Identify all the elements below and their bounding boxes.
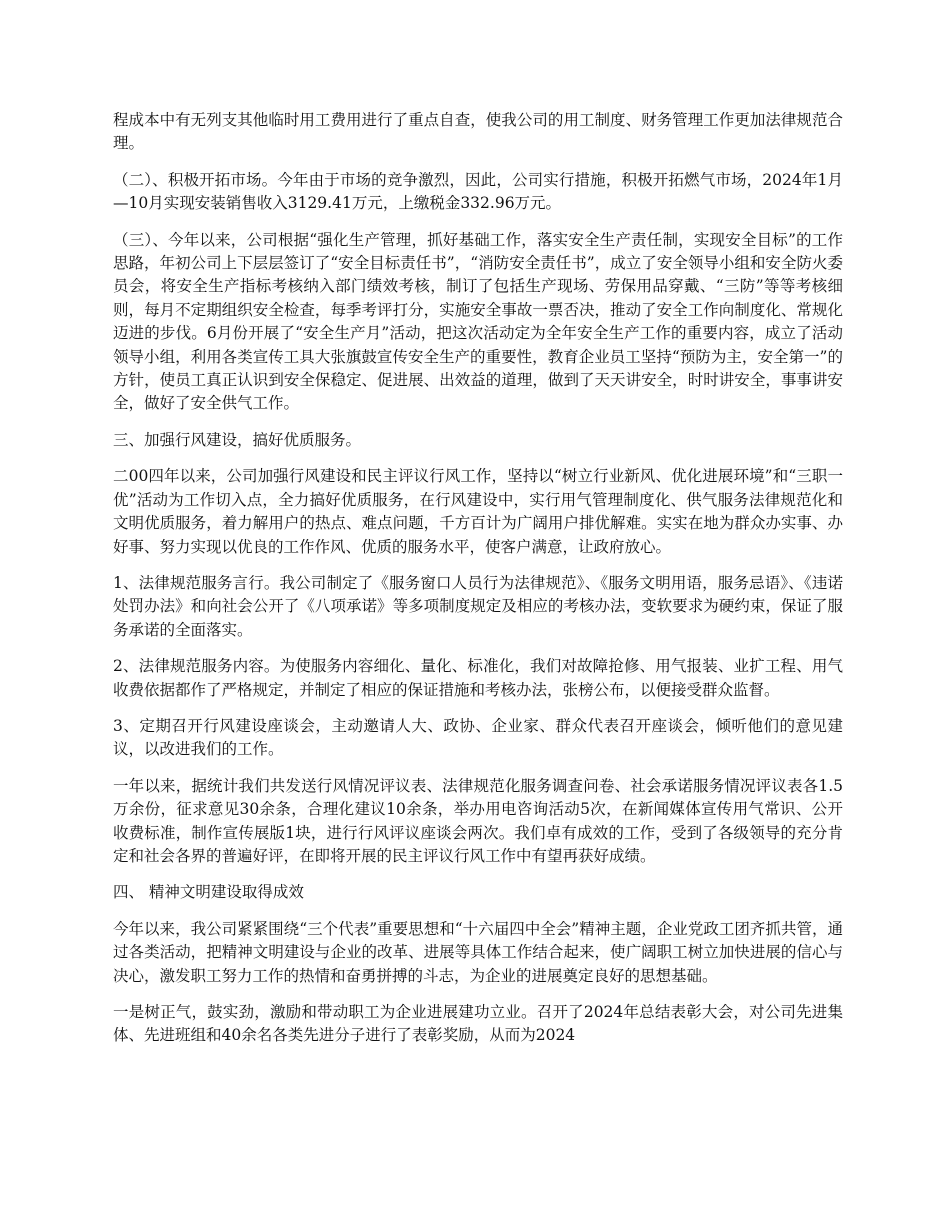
paragraph-civilization-overview: 今年以来，我公司紧紧围绕“三个代表”重要思想和“十六届四中全会”精神主题，企业党政工团齐抓共管，通过各类活动，把精神文明建设与企业的改革、进展等具体工作结合起来，使广阔职工树立加快进展的信心与决心，激发职工努力工作的热情和奋勇拼搏的斗志，为企业的进展奠定良好的思想基础。: [113, 919, 843, 985]
paragraph-service-overview: 二00四年以来，公司加强行风建设和民主评议行风工作，坚持以“树立行业新风、优化进展环境”和“三职一优”活动为工作切入点，全力搞好优质服务，在行风建设中，实行用气管理制度化、供气服务法律规范化和文明优质服务，着力解用户的热点、难点问题，千方百计为广阔用户排优解难。实实在地为群众办实事、办好事、努力实现以优良的工作作风、优质的服务水平，使客户满意，让政府放心。: [113, 467, 843, 556]
paragraph-annual-statistics: 一年以来，据统计我们共发送行风情况评议表、法律规范化服务调查问卷、社会承诺服务情况评议表各1.5万余份，征求意见30余条，合理化建议10余条，举办用电咨询活动5次，在新闻媒体宣传用气常识、公开收费标准，制作宣传展版1块，进行行风评议座谈会两次。我们卓有成效的工作，受到了各级领导的充分肯定和社会各界的普遍好评，在即将开展的民主评议行风工作中有望再获好成绩。: [113, 776, 843, 865]
paragraph-labor-audit: 程成本中有无列支其他临时用工费用进行了重点自查，使我公司的用工制度、财务管理工作更加法律规范合理。: [113, 111, 843, 153]
paragraph-service-content: 2、法律规范服务内容。为使服务内容细化、量化、标准化，我们对故障抢修、用气报装、业扩工程、用气收费依据都作了严格规定，并制定了相应的保证措施和考核办法，张榜公布，以便接受群众监督。: [113, 657, 843, 699]
paragraph-safety-production: （三）、今年以来，公司根据“强化生产管理，抓好基础工作，落实安全生产责任制，实现安全目标”的工作思路，年初公司上下层层签订了“安全目标责任书”，“消防安全责任书”，成立了安全领导小组和安全防火委员会，将安全生产指标考核纳入部门绩效考核，制订了包括生产现场、劳保用品穿戴、“三防”等等考核细则，每月不定期组织安全检查，每季考评打分，实施安全事故一票否决，推动了安全工作向制度化、常规化迈进的步伐。6月份开展了“安全生产月”活动，把这次活动定为全年安全生产工作的重要内容，成立了活动领导小组，利用各类宣传工具大张旗鼓宣传安全生产的重要性，教育企业员工坚持“预防为主，安全第一”的方针，使员工真正认识到安全保稳定、促进展、出效益的道理，做到了天天讲安全，时时讲安全，事事讲安全，做好了安全供气工作。: [113, 230, 843, 413]
document-page: [113, 109, 843, 1061]
paragraph-market-expansion: （二）、积极开拓市场。今年由于市场的竞争激烈，因此，公司实行措施，积极开拓燃气市场，2024年1月—10月实现安装销售收入3129.41万元，上缴税金332.96万元。: [113, 170, 843, 213]
paragraph-commendation: 一是树正气，鼓实劲，激励和带动职工为企业进展建功立业。召开了2024年总结表彰大会，对公司先进集体、先进班组和40余名各类先进分子进行了表彰奖励，从而为2024: [113, 1003, 843, 1045]
paragraph-service-conduct: 1、法律规范服务言行。我公司制定了《服务窗口人员行为法律规范》、《服务文明用语，服务忌语》、《违诺处罚办法》和向社会公开了《八项承诺》等多项制度规定及相应的考核办法，变软要求为硬约束，保证了服务承诺的全面落实。: [113, 573, 843, 639]
paragraph-forum-meetings: 3、定期召开行风建设座谈会，主动邀请人大、政协、企业家、群众代表召开座谈会，倾听他们的意见建议，以改进我们的工作。: [113, 716, 843, 759]
section-heading-civilization: 四、 精神文明建设取得成效: [113, 883, 304, 902]
section-heading-service: 三、加强行风建设，搞好优质服务。: [113, 430, 362, 449]
